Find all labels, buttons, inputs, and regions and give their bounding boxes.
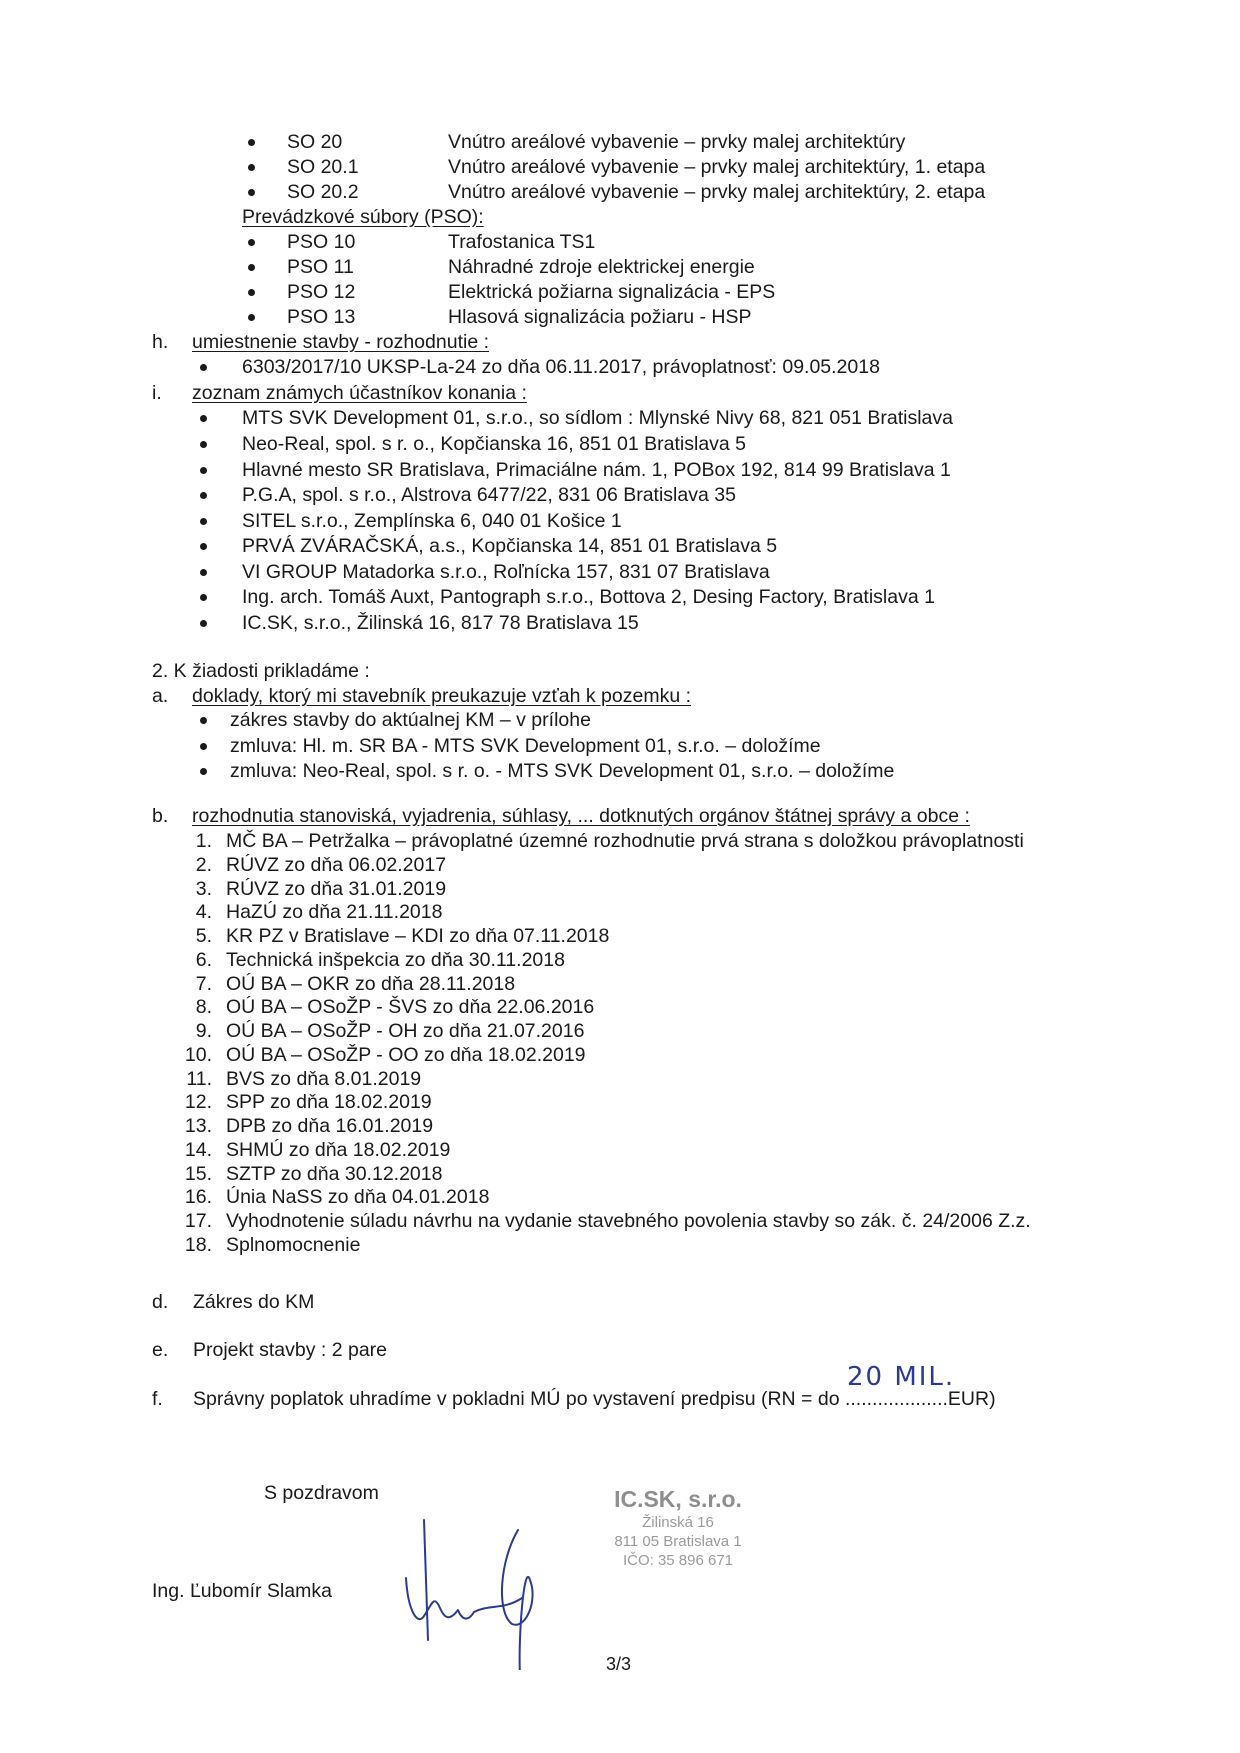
list-item-number: 18. bbox=[184, 1234, 212, 1256]
section-h-title: umiestnenie stavby - rozhodnutie : bbox=[192, 331, 489, 353]
pso-code: PSO 10 bbox=[287, 231, 356, 253]
bullet bbox=[248, 289, 255, 296]
section-e-text: Projekt stavby : 2 pare bbox=[193, 1339, 388, 1361]
fee-currency: EUR) bbox=[947, 1388, 996, 1410]
so-code: SO 20.1 bbox=[287, 156, 359, 178]
list-item: SZTP zo dňa 30.12.2018 bbox=[226, 1163, 443, 1185]
participant-item: IC.SK, s.r.o., Žilinská 16, 817 78 Bratislava 15 bbox=[242, 612, 639, 634]
section-letter: h. bbox=[152, 331, 169, 353]
list-item: BVS zo dňa 8.01.2019 bbox=[226, 1068, 422, 1090]
section-2-title: 2. K žiadosti prikladáme : bbox=[152, 660, 370, 682]
section-letter: d. bbox=[152, 1291, 169, 1313]
bullet bbox=[248, 164, 255, 171]
bullet bbox=[200, 768, 207, 775]
bullet bbox=[200, 518, 207, 525]
signature-graphic bbox=[400, 1500, 570, 1670]
participant-item: Ing. arch. Tomáš Auxt, Pantograph s.r.o., Bottova 2, Desing Factory, Bratislava 1 bbox=[242, 586, 935, 608]
list-item-number: 7. bbox=[195, 973, 212, 995]
section-d-text: Zákres do KM bbox=[193, 1291, 315, 1313]
stamp-street: Žilinská 16 bbox=[642, 1514, 714, 1531]
list-item-number: 10. bbox=[184, 1044, 212, 1066]
list-item-number: 3. bbox=[195, 878, 212, 900]
list-item-number: 15. bbox=[184, 1163, 212, 1185]
list-item: KR PZ v Bratislave – KDI zo dňa 07.11.2018 bbox=[226, 925, 610, 947]
so-desc: Vnútro areálové vybavenie – prvky malej architektúry bbox=[448, 131, 906, 153]
list-item-number: 16. bbox=[184, 1186, 212, 1208]
bullet bbox=[248, 264, 255, 271]
list-item: OÚ BA – OSoŽP - OO zo dňa 18.02.2019 bbox=[226, 1044, 586, 1066]
list-item-number: 5. bbox=[195, 925, 212, 947]
participant-item: Hlavné mesto SR Bratislava, Primaciálne nám. 1, POBox 192, 814 99 Bratislava 1 bbox=[242, 459, 951, 481]
list-item: RÚVZ zo dňa 06.02.2017 bbox=[226, 854, 447, 876]
bullet bbox=[200, 594, 207, 601]
list-item: Únia NaSS zo dňa 04.01.2018 bbox=[226, 1186, 490, 1208]
decision-item: 6303/2017/10 UKSP-La-24 zo dňa 06.11.2017, právoplatnosť: 09.05.2018 bbox=[242, 356, 880, 378]
document-item: zákres stavby do aktúalnej KM – v prílohe bbox=[230, 709, 591, 731]
bullet bbox=[248, 239, 255, 246]
page-number: 3/3 bbox=[606, 1654, 632, 1674]
list-item: MČ BA – Petržalka – právoplatné územné rozhodnutie prvá strana s doložkou právoplatnosti bbox=[226, 830, 1024, 852]
so-desc: Vnútro areálové vybavenie – prvky malej architektúry, 1. etapa bbox=[448, 156, 986, 178]
list-item-number: 11. bbox=[186, 1068, 212, 1090]
so-code: SO 20.2 bbox=[287, 181, 359, 203]
section-letter: a. bbox=[152, 685, 169, 707]
pso-heading: Prevádzkové súbory (PSO): bbox=[242, 206, 484, 228]
list-item-number: 12. bbox=[184, 1091, 212, 1113]
pso-code: PSO 11 bbox=[287, 256, 354, 278]
list-item: SPP zo dňa 18.02.2019 bbox=[226, 1091, 432, 1113]
fee-dots: ................... bbox=[844, 1388, 948, 1410]
bullet bbox=[200, 569, 207, 576]
participant-item: SITEL s.r.o., Zemplínska 6, 040 01 Košice 1 bbox=[242, 510, 622, 532]
list-item: HaZÚ zo dňa 21.11.2018 bbox=[226, 901, 443, 923]
bullet bbox=[200, 492, 207, 499]
participant-item: PRVÁ ZVÁRAČSKÁ, a.s., Kopčianska 14, 851 01 Bratislava 5 bbox=[242, 535, 778, 557]
so-desc: Vnútro areálové vybavenie – prvky malej architektúry, 2. etapa bbox=[448, 181, 986, 203]
list-item: OÚ BA – OSoŽP - ŠVS zo dňa 22.06.2016 bbox=[226, 996, 595, 1018]
bullet bbox=[248, 189, 255, 196]
participant-item: P.G.A, spol. s r.o., Alstrova 6477/22, 831 06 Bratislava 35 bbox=[242, 484, 736, 506]
section-i-title: zoznam známych účastníkov konania : bbox=[192, 382, 527, 404]
list-item: Vyhodnotenie súladu návrhu na vydanie stavebného povolenia stavby so zák. č. 24/2006 Z.z. bbox=[226, 1210, 1031, 1232]
list-item-number: 13. bbox=[184, 1115, 212, 1137]
pso-code: PSO 12 bbox=[287, 281, 356, 303]
list-item-number: 8. bbox=[195, 996, 212, 1018]
pso-desc: Hlasová signalizácia požiaru - HSP bbox=[448, 306, 752, 328]
bullet bbox=[200, 467, 207, 474]
bullet bbox=[200, 441, 207, 448]
pso-desc: Trafostanica TS1 bbox=[448, 231, 596, 253]
fee-text: Správny poplatok uhradíme v pokladni MÚ po vystavení predpisu (RN = do bbox=[193, 1388, 845, 1410]
list-item-number: 9. bbox=[195, 1020, 212, 1042]
section-a-title: doklady, ktorý mi stavebník preukazuje vzťah k pozemku : bbox=[192, 685, 692, 707]
list-item-number: 2. bbox=[195, 854, 212, 876]
pso-code: PSO 13 bbox=[287, 306, 356, 328]
list-item: OÚ BA – OSoŽP - OH zo dňa 21.07.2016 bbox=[226, 1020, 585, 1042]
bullet bbox=[200, 415, 207, 422]
participant-item: VI GROUP Matadorka s.r.o., Roľnícka 157, 831 07 Bratislava bbox=[242, 561, 770, 583]
pso-desc: Náhradné zdroje elektrickej energie bbox=[448, 256, 755, 278]
bullet bbox=[200, 717, 207, 724]
list-item-number: 17. bbox=[184, 1210, 212, 1232]
list-item: OÚ BA – OKR zo dňa 28.11.2018 bbox=[226, 973, 516, 995]
list-item: SHMÚ zo dňa 18.02.2019 bbox=[226, 1139, 451, 1161]
participant-item: Neo-Real, spol. s r. o., Kopčianska 16, 851 01 Bratislava 5 bbox=[242, 433, 747, 455]
list-item-number: 6. bbox=[195, 949, 212, 971]
section-f-line bbox=[193, 1362, 996, 1411]
bullet bbox=[200, 364, 207, 371]
fee-blank bbox=[844, 1362, 956, 1411]
bullet bbox=[200, 743, 207, 750]
bullet bbox=[200, 620, 207, 627]
section-letter: i. bbox=[152, 382, 162, 404]
signatory-name: Ing. Ľubomír Slamka bbox=[152, 1580, 332, 1602]
list-item-number: 4. bbox=[195, 901, 212, 923]
document-item: zmluva: Hl. m. SR BA - MTS SVK Development 01, s.r.o. – doložíme bbox=[230, 735, 821, 757]
list-item: DPB zo dňa 16.01.2019 bbox=[226, 1115, 434, 1137]
bullet bbox=[248, 314, 255, 321]
participant-item: MTS SVK Development 01, s.r.o., so sídlom : Mlynské Nivy 68, 821 051 Bratislava bbox=[242, 407, 953, 429]
so-code: SO 20 bbox=[287, 131, 343, 153]
list-item: Technická inšpekcia zo dňa 30.11.2018 bbox=[226, 949, 565, 971]
section-letter: b. bbox=[152, 805, 169, 827]
list-item-number: 14. bbox=[184, 1139, 212, 1161]
stamp-company-name: IC.SK, s.r.o. bbox=[614, 1486, 742, 1512]
document-item: zmluva: Neo-Real, spol. s r. o. - MTS SVK Development 01, s.r.o. – doložíme bbox=[230, 760, 895, 782]
list-item: RÚVZ zo dňa 31.01.2019 bbox=[226, 878, 447, 900]
section-letter: e. bbox=[152, 1339, 169, 1361]
list-item-number: 1. bbox=[195, 830, 212, 852]
section-letter: f. bbox=[152, 1388, 163, 1410]
stamp-ico: IČO: 35 896 671 bbox=[622, 1552, 734, 1569]
company-stamp bbox=[598, 1486, 758, 1570]
pso-desc: Elektrická požiarna signalizácia - EPS bbox=[448, 281, 776, 303]
section-b-title: rozhodnutia stanoviská, vyjadrenia, súhlasy, ... dotknutých orgánov štátnej správy a obce : bbox=[192, 805, 970, 827]
bullet bbox=[200, 543, 207, 550]
greeting: S pozdravom bbox=[264, 1482, 379, 1504]
handwritten-amount: 20 MIL. bbox=[846, 1362, 956, 1392]
stamp-city: 811 05 Bratislava 1 bbox=[614, 1533, 742, 1550]
list-item: Splnomocnenie bbox=[226, 1234, 361, 1256]
bullet bbox=[248, 139, 255, 146]
